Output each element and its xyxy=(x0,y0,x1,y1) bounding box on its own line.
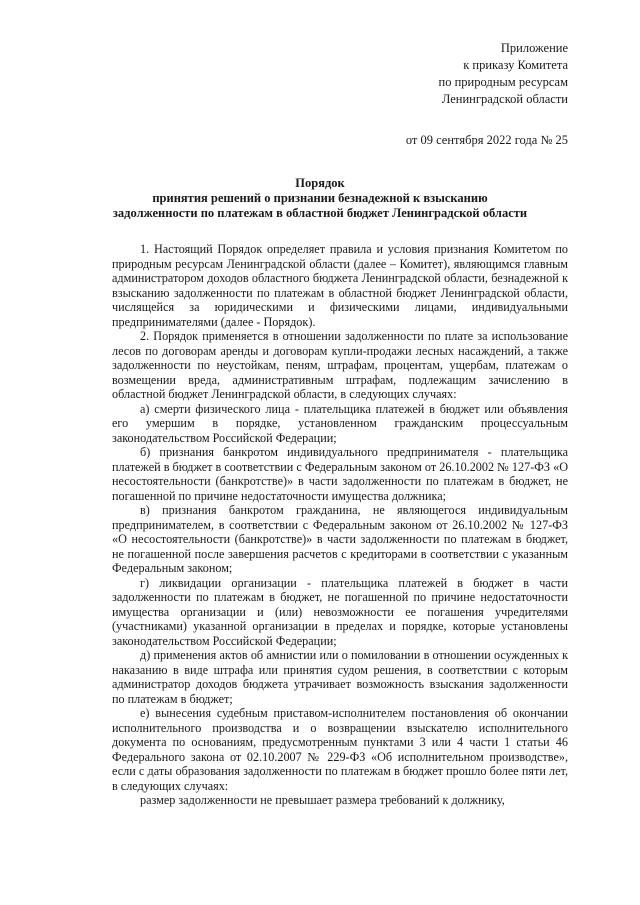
heading-title: Порядок xyxy=(295,176,345,190)
paragraph: размер задолженности не превышает размера требований к должнику, xyxy=(140,793,505,807)
document-body xyxy=(112,242,568,808)
paragraph: 2. Порядок применяется в отношении задолженности по плате за использование лесов по договорам аренды и договорам купли-продажи лесных насаждений, а также задолженности по неустойкам, пеням, штрафам, процентам, ущербам, платежам о возмещении вреда, административным штрафам, подлежащим зачислению в областной бюджет Ленинградской области, в следующих случаях: xyxy=(112,329,568,401)
heading-subtitle: принятия решений о признании безнадежной к взысканию задолженности по платежам в областной бюджет Ленинградской области xyxy=(112,191,528,220)
document-heading xyxy=(110,176,530,221)
appendix-block xyxy=(439,40,568,108)
paragraph: г) ликвидации организации - плательщика платежей в бюджет в части задолженности по платежам в бюджет, не погашенной по причине недостаточности имущества организации и (или) невозможности ее погашения учредителями (участниками) указанной организации в пределах и порядке, которые установлены законодательством Российской Федерации; xyxy=(112,575,568,648)
paragraph: 1. Настоящий Порядок определяет правила и условия признания Комитетом по природным ресурсам Ленинградской области (далее – Комитет), являющимся главным администратором доходов областного бюджета Ленинградской области, безнадежной к взысканию задолженности по платежам в областной бюджет Ленинградской области, числящейся за юридическими и физическими лицами, индивидуальными предпринимателями (далее - Порядок). xyxy=(112,242,568,329)
appendix-line: к приказу Комитета xyxy=(463,58,568,72)
paragraph: д) применения актов об амнистии или о помиловании в отношении осужденных к наказанию в виде штрафа или принятия судом решения, в соответствии с которым администратор доходов бюджета утрачивает возможность взыскания задолженности по платежам в бюджет; xyxy=(112,648,568,706)
paragraph: в) признания банкротом гражданина, не являющегося индивидуальным предпринимателем, в соответствии с Федеральным законом от 26.10.2002 № 127-ФЗ «О несостоятельности (банкротстве)» в части задолженности по платежам в бюджет, не погашенной после завершения расчетов с кредиторами в соответствии с указанным Федеральным законом; xyxy=(112,503,568,575)
paragraph: е) вынесения судебным приставом-исполнителем постановления об окончании исполнительного производства и о возвращении взыскателю исполнительного документа по основаниям, предусмотренным пунктами 3 или 4 части 1 статьи 46 Федерального закона от 02.10.2007 № 229-ФЗ «Об исполнительном производстве», если с даты образования задолженности по платежам в бюджет прошло более пяти лет, в следующих случаях: xyxy=(112,706,568,793)
paragraph: а) смерти физического лица - плательщика платежей в бюджет или объявления его умершим в порядке, установленном гражданским процессуальным законодательством Российской Федерации; xyxy=(112,401,568,445)
appendix-line: Приложение xyxy=(500,41,568,55)
paragraph: б) признания банкротом индивидуального предпринимателя - плательщика платежей в бюджет в соответствии с Федеральным законом от 26.10.2002 № 127-ФЗ «О несостоятельности (банкротстве)» в части задолженности по платежам в бюджет, не погашенной по причине недостаточности имущества должника; xyxy=(112,445,568,503)
appendix-line: по природным ресурсам xyxy=(438,75,568,89)
appendix-line: Ленинградской области xyxy=(441,92,568,106)
order-reference: от 09 сентября 2022 года № 25 xyxy=(405,133,568,147)
